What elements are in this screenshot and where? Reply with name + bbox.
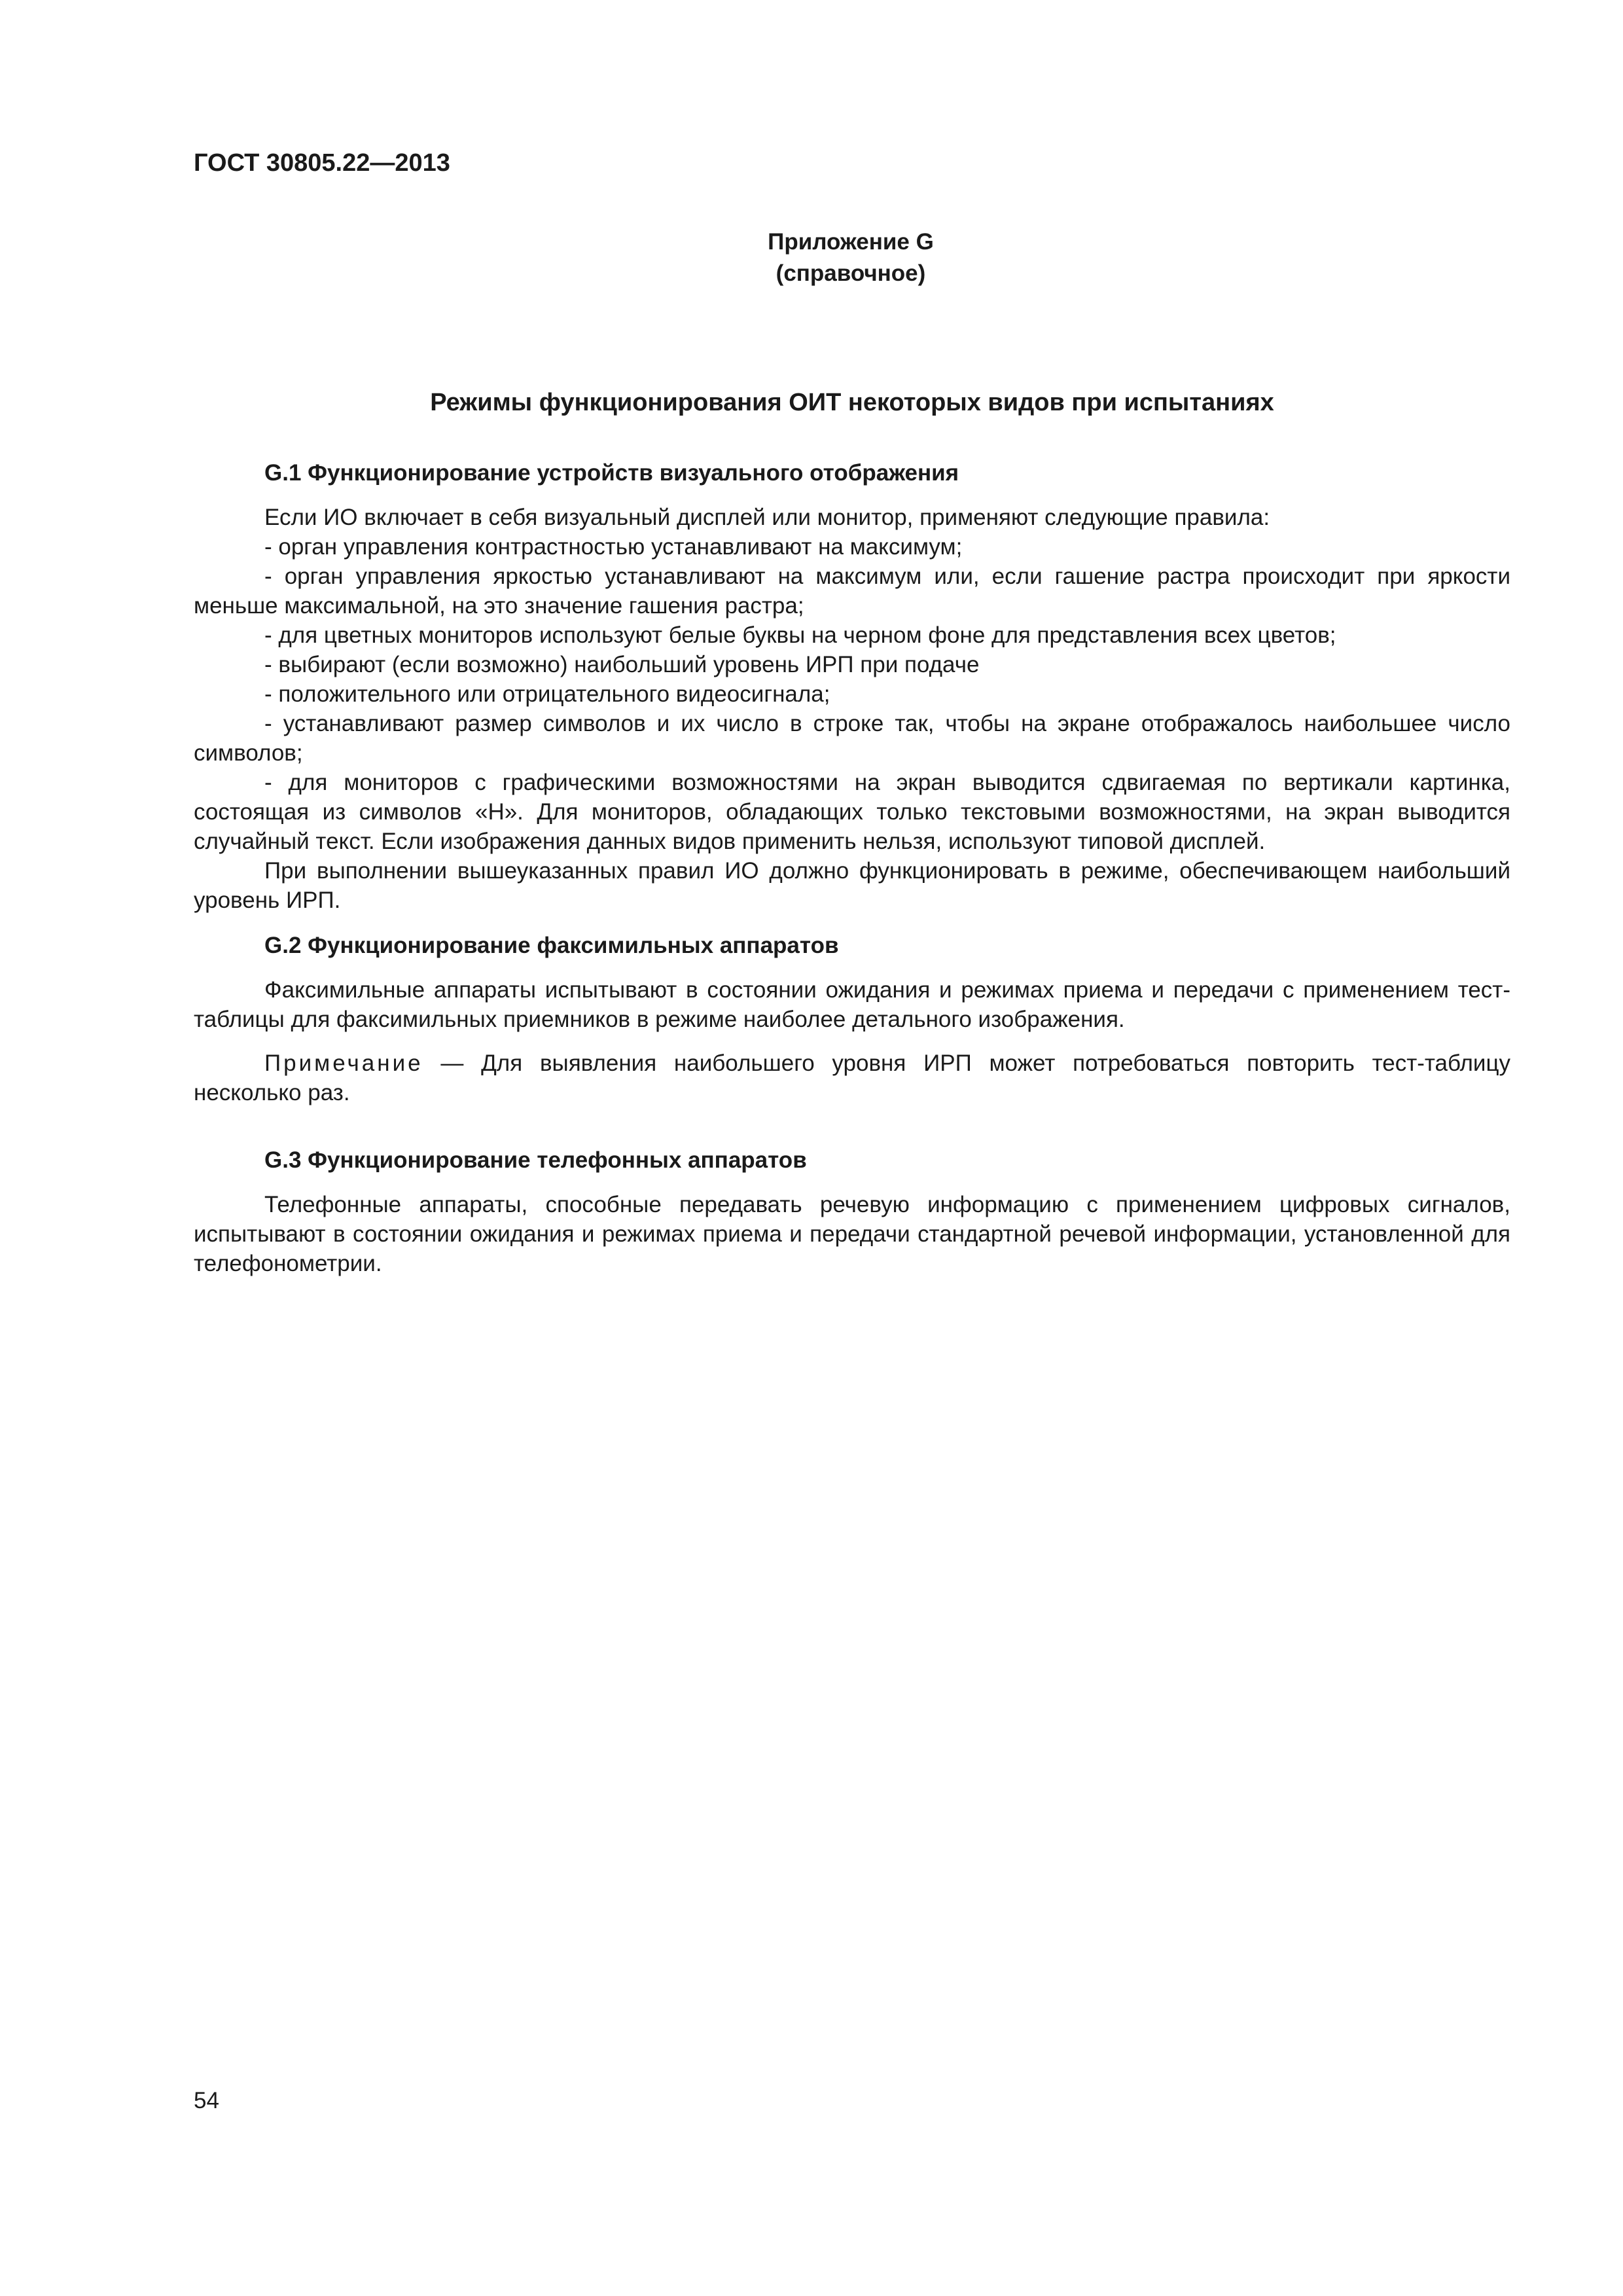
section-g1 — [194, 458, 1510, 915]
list-item: - для цветных мониторов используют белые буквы на черном фоне для представления всех цветов; — [264, 622, 1336, 648]
note-label: Примечание — [264, 1050, 423, 1076]
section-heading: G.3 Функционирование телефонных аппаратов — [264, 1147, 807, 1173]
section-g3 — [194, 1145, 1510, 1278]
paragraph: Если ИО включает в себя визуальный дисплей или монитор, применяют следующие правила: — [264, 505, 1270, 530]
list-item: - устанавливают размер символов и их число в строке так, чтобы на экране отображалось наибольшее число символов; — [194, 711, 1510, 766]
section-heading: G.1 Функционирование устройств визуального отображения — [264, 460, 959, 486]
paragraph: При выполнении вышеуказанных правил ИО должно функционировать в режиме, обеспечивающем наибольший уровень ИРП. — [194, 858, 1510, 913]
paragraph: Телефонные аппараты, способные передавать речевую информацию с применением цифровых сигналов, испытывают в состоянии ожидания и режимах приема и передачи стандартной речевой информации, установленной для телефонометрии. — [194, 1192, 1510, 1276]
list-item: - для мониторов с графическими возможностями на экран выводится сдвигаемая по вертикали картинка, состоящая из символов «Н». Для мониторов, обладающих только текстовыми возможностями, на экран выводится случайный текст. Если изображения данных видов применить нельзя, используют типовой дисплей. — [194, 770, 1510, 854]
section-g2 — [194, 931, 1510, 1107]
document-code: ГОСТ 30805.22—2013 — [194, 149, 450, 177]
paragraph: Факсимильные аппараты испытывают в состоянии ожидания и режимах приема и передачи с применением тест-таблицы для факсимильных приемников в режиме наиболее детального изображения. — [194, 977, 1510, 1032]
page-number: 54 — [194, 2088, 219, 2113]
note — [194, 1049, 1510, 1107]
list-item: - орган управления яркостью устанавливают на максимум или, если гашение растра происходит при яркости меньше максимальной, на это значение гашения растра; — [194, 564, 1510, 619]
list-item: - выбирают (если возможно) наибольший уровень ИРП при подаче — [264, 652, 980, 677]
annex-title: Режимы функционирования ОИТ некоторых видов при испытаниях — [430, 389, 1274, 416]
annex-label: Приложение G — [768, 229, 934, 255]
annex-status: (справочное) — [776, 260, 926, 286]
section-heading: G.2 Функционирование факсимильных аппаратов — [264, 933, 839, 958]
list-item: - положительного или отрицательного видеосигнала; — [264, 681, 830, 707]
note-text: — Для выявления наибольшего уровня ИРП может потребоваться повторить тест-таблицу несколько раз. — [194, 1050, 1510, 1105]
list-item: - орган управления контрастностью устанавливают на максимум; — [264, 534, 963, 560]
